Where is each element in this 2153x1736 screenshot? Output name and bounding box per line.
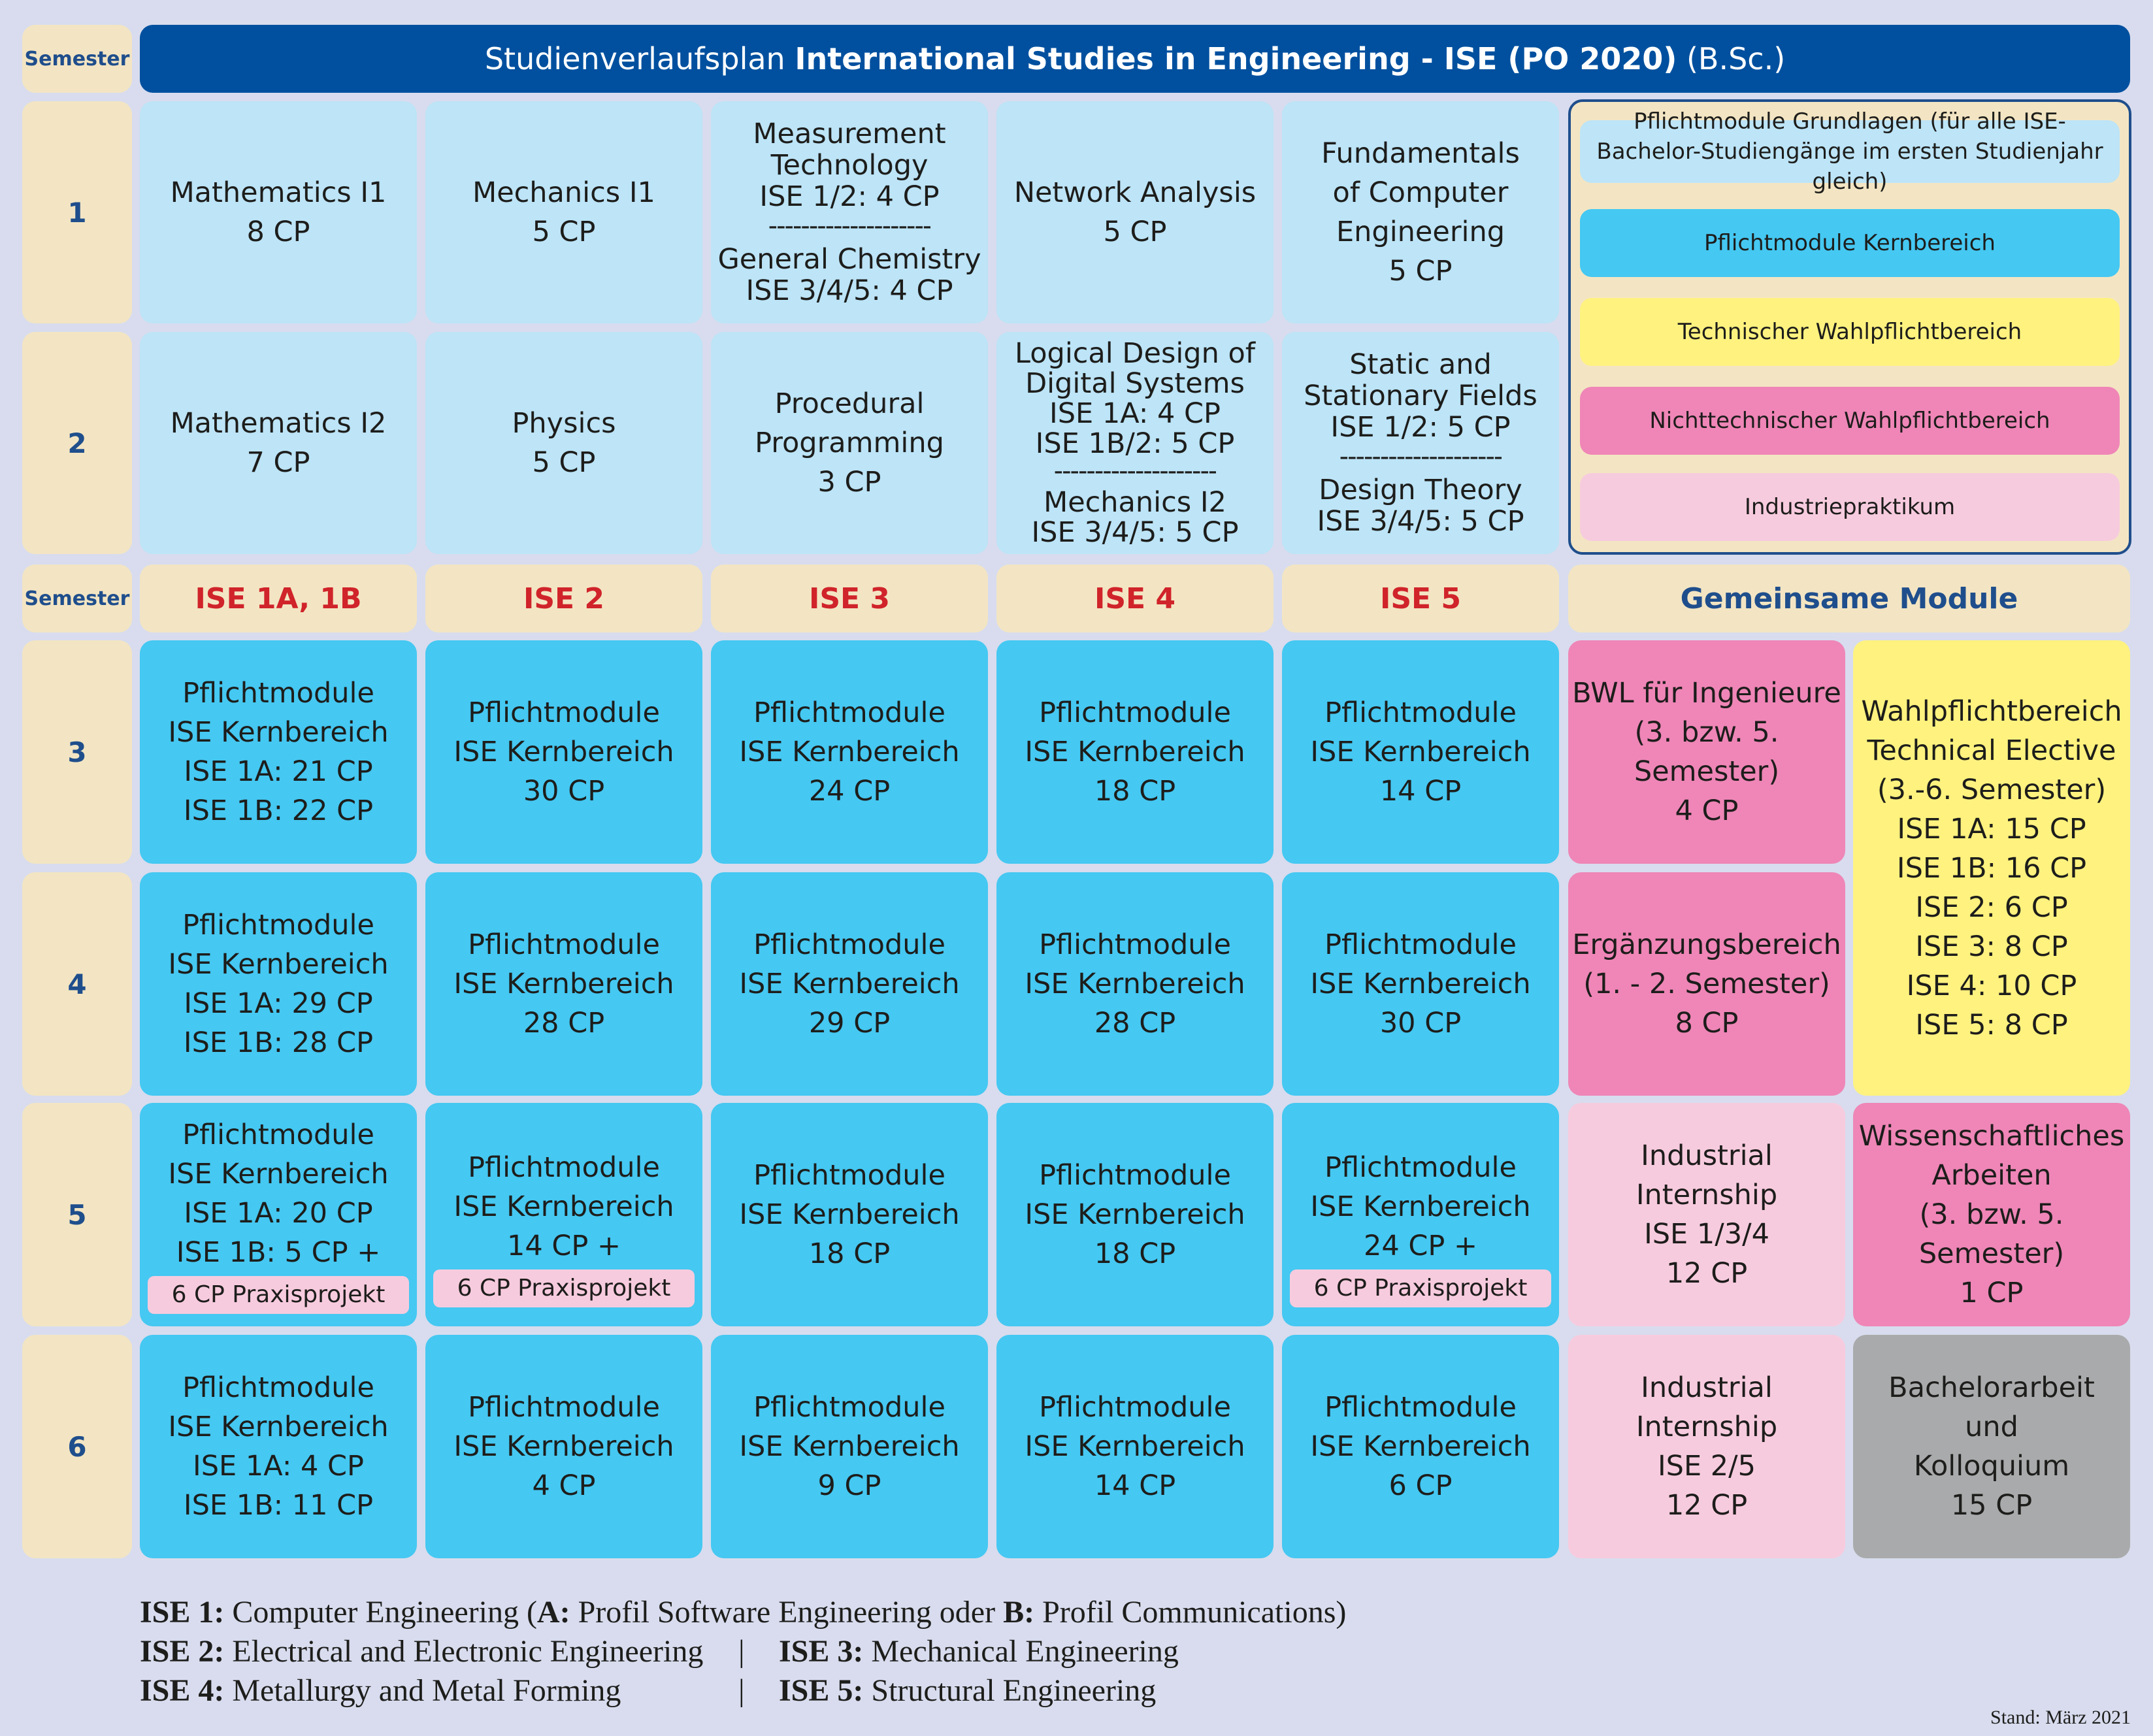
column-ise-5: ISE 5 [1282,565,1559,632]
module-industrial-internship-5: Industrial Internship ISE 1/3/4 12 CP [1568,1103,1845,1326]
core-s5-ise3: Pflichtmodule ISE Kernbereich 18 CP [711,1103,988,1326]
module-ergaenzungsbereich: Ergänzungsbereich (1. - 2. Semester) 8 CP [1568,872,1845,1096]
footer-separator: | [738,1634,745,1669]
module-computer-engineering: Fundamentals of Computer Engineering 5 CP [1282,101,1559,323]
column-ise-1: ISE 1A, 1B [140,565,417,632]
legend [1568,99,2131,555]
module-logical-design-mechanics-2: Logical Design of Digital Systems ISE 1A: 4 CP ISE 1B/2: 5 CP -------------------- Mechanics I2 ISE 3/4/5: 5 CP [996,332,1274,554]
core-s4-ise2: Pflichtmodule ISE Kernbereich 28 CP [425,872,702,1096]
title-prefix: Studienverlaufsplan [484,41,795,76]
core-s6-ise2: Pflichtmodule ISE Kernbereich 4 CP [425,1335,702,1558]
semester-2: 2 [22,332,132,554]
module-mathematics-1: Mathematics I1 8 CP [140,101,417,323]
module-divider: -------------------- [768,218,931,235]
title-program: International Studies in Engineering - ISE (PO 2020) [795,41,1677,76]
footer-ise-2: ISE 2: Electrical and Electronic Engineering [140,1634,704,1669]
legend-industriepraktikum: Industriepraktikum [1580,473,2120,541]
semester-3: 3 [22,640,132,864]
column-ise-2: ISE 2 [425,565,702,632]
column-ise-3: ISE 3 [711,565,988,632]
module-mechanics-1: Mechanics I1 5 CP [425,101,702,323]
module-measurement-chemistry: Measurement Technology ISE 1/2: 4 CP -------------------- General Chemistry ISE 3/4/5: 4 CP [711,101,988,323]
semester-1: 1 [22,101,132,323]
core-s4-ise3: Pflichtmodule ISE Kernbereich 29 CP [711,872,988,1096]
module-procedural-programming: Procedural Programming 3 CP [711,332,988,554]
legend-nichttechnisch: Nichttechnischer Wahlpflichtbereich [1580,387,2120,455]
module-industrial-internship-6: Industrial Internship ISE 2/5 12 CP [1568,1335,1845,1558]
semester-5: 5 [22,1103,132,1326]
legend-kernbereich: Pflichtmodule Kernbereich [1580,209,2120,277]
module-physics: Physics 5 CP [425,332,702,554]
core-s3-ise2: Pflichtmodule ISE Kernbereich 30 CP [425,640,702,864]
core-s3-ise3: Pflichtmodule ISE Kernbereich 24 CP [711,640,988,864]
legend-technisch: Technischer Wahlpflichtbereich [1580,298,2120,366]
praxisprojekt-tag: 6 CP Praxisprojekt [433,1269,695,1307]
core-s5-ise1: Pflichtmodule ISE Kernbereich ISE 1A: 20 CP ISE 1B: 5 CP + 6 CP Praxisprojekt [140,1103,417,1326]
stand-date: Stand: März 2021 [1990,1707,2131,1728]
footer-ise-1: ISE 1: Computer Engineering (A: Profil Software Engineering oder B: Profil Communications) [140,1595,1347,1630]
module-network-analysis: Network Analysis 5 CP [996,101,1274,323]
core-s3-ise1: Pflichtmodule ISE Kernbereich ISE 1A: 21 CP ISE 1B: 22 CP [140,640,417,864]
semester-6: 6 [22,1335,132,1558]
core-s5-ise5: Pflichtmodule ISE Kernbereich 24 CP + 6 CP Praxisprojekt [1282,1103,1559,1326]
core-s6-ise5: Pflichtmodule ISE Kernbereich 6 CP [1282,1335,1559,1558]
module-wahlpflichtbereich: Wahlpflichtbereich Technical Elective (3.-6. Semester) ISE 1A: 15 CP ISE 1B: 16 CP ISE 2: 6 CP ISE 3: 8 CP ISE 4: 10 CP ISE 5: 8 CP [1853,640,2130,1096]
column-ise-4: ISE 4 [996,565,1274,632]
module-fields-design-theory: Static and Stationary Fields ISE 1/2: 5 CP -------------------- Design Theory ISE 3/4/5: 5 CP [1282,332,1559,554]
semester-header: Semester [22,25,132,93]
plan-title [140,25,2130,93]
core-s3-ise5: Pflichtmodule ISE Kernbereich 14 CP [1282,640,1559,864]
core-s4-ise1: Pflichtmodule ISE Kernbereich ISE 1A: 29 CP ISE 1B: 28 CP [140,872,417,1096]
semester-4: 4 [22,872,132,1096]
core-s6-ise3: Pflichtmodule ISE Kernbereich 9 CP [711,1335,988,1558]
module-bwl: BWL für Ingenieure (3. bzw. 5. Semester) 4 CP [1568,640,1845,864]
core-s4-ise5: Pflichtmodule ISE Kernbereich 30 CP [1282,872,1559,1096]
praxisprojekt-tag: 6 CP Praxisprojekt [148,1276,409,1314]
module-mathematics-2: Mathematics I2 7 CP [140,332,417,554]
footer-ise-5: ISE 5: Structural Engineering [779,1673,1157,1708]
footer-ise-4: ISE 4: Metallurgy and Metal Forming [140,1673,621,1708]
column-gemeinsame-module: Gemeinsame Module [1568,565,2130,632]
core-s4-ise4: Pflichtmodule ISE Kernbereich 28 CP [996,872,1274,1096]
core-s3-ise4: Pflichtmodule ISE Kernbereich 18 CP [996,640,1274,864]
footer-ise-3: ISE 3: Mechanical Engineering [779,1634,1179,1669]
title-suffix: (B.Sc.) [1677,41,1786,76]
legend-grundlagen: Pflichtmodule Grundlagen (für alle ISE-Bachelor-Studiengänge im ersten Studienjahr gleich) [1580,120,2120,183]
semester-header-2: Semester [22,565,132,632]
core-s5-ise2: Pflichtmodule ISE Kernbereich 14 CP + 6 CP Praxisprojekt [425,1103,702,1326]
core-s5-ise4: Pflichtmodule ISE Kernbereich 18 CP [996,1103,1274,1326]
footer-separator: | [738,1673,745,1708]
module-wissenschaftliches-arbeiten: Wissenschaftliches Arbeiten (3. bzw. 5. Semester) 1 CP [1853,1103,2130,1326]
module-bachelorarbeit: Bachelorarbeit und Kolloquium 15 CP [1853,1335,2130,1558]
module-divider: -------------------- [1339,448,1502,465]
praxisprojekt-tag: 6 CP Praxisprojekt [1290,1269,1551,1307]
core-s6-ise1: Pflichtmodule ISE Kernbereich ISE 1A: 4 CP ISE 1B: 11 CP [140,1335,417,1558]
core-s6-ise4: Pflichtmodule ISE Kernbereich 14 CP [996,1335,1274,1558]
module-divider: -------------------- [1053,463,1217,480]
